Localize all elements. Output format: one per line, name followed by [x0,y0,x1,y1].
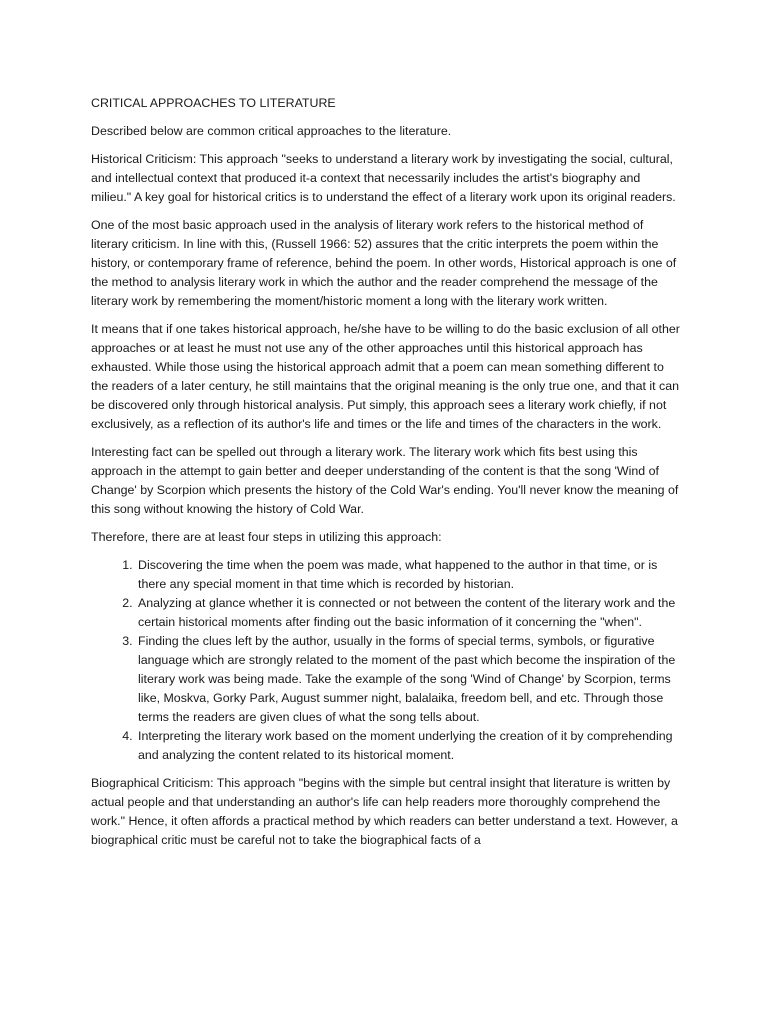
list-item: 1. Discovering the time when the poem was made, what happened to the author in that time, or is there any special moment in that time which is recorded by historian. [136,556,681,594]
biographical-criticism-definition: This approach "begins with the simple but central insight that literature is written by actual people and that understanding an author's life can help readers more thoroughly comprehend the work." Hence, it often affords a practical method by which readers can better understand a text. However, a biographical critic must be careful not to take the biographical facts of a [91,776,678,847]
document-page [91,94,681,859]
exclusion-paragraph: It means that if one takes historical approach, he/she have to be willing to do the basic exclusion of all other approaches or at least he must not use any of the other approaches until this historical approach has exhausted. While those using the historical approach admit that a poem can mean something different to the readers of a later century, he still maintains that the original meaning is the only true one, and that it can be discovered only through historical analysis. Put simply, this approach sees a literary work chiefly, if not exclusively, as a reflection of its author's life and times or the life and times of the characters in the work. [91,322,680,431]
list-item: 3. Finding the clues left by the author, usually in the forms of special terms, symbols, or figurative language which are strongly related to the moment of the past which become the inspiration of the literary work was being made. Take the example of the song 'Wind of Change' by Scorpion, terms like, Moskva, Gorky Park, August summer night, balalaika, freedom bell, and etc. Through those terms the readers are given clues of what the song tells about. [136,632,681,727]
list-item: 4. Interpreting the literary work based on the moment underlying the creation of it by comprehending and analyzing the content related to its historical moment. [136,727,681,765]
historical-criticism-paragraph [91,150,681,207]
biographical-criticism-term: Biographical Criticism: [91,776,214,790]
basic-approach-paragraph: One of the most basic approach used in the analysis of literary work refers to the historical method of literary criticism. In line with this, (Russell 1966: 52) assures that the critic interprets the poem within the history, or contemporary frame of reference, behind the poem. In other words, Historical approach is one of the method to analysis literary work in which the author and the reader comprehend the message of the literary work by remembering the moment/historic moment a long with the literary work written. [91,218,677,308]
intro-paragraph: Described below are common critical approaches to the literature. [91,124,452,138]
interesting-fact-paragraph: Interesting fact can be spelled out through a literary work. The literary work which fits best using this approach in the attempt to gain better and deeper understanding of the content is that the song 'Wind of Change' by Scorpion which presents the history of the Cold War's ending. You'll never know the meaning of this song without knowing the history of Cold War. [91,445,679,516]
steps-intro-paragraph: Therefore, there are at least four steps in utilizing this approach: [91,530,442,544]
document-title: CRITICAL APPROACHES TO LITERATURE [91,96,336,110]
steps-list [91,556,681,765]
list-item: 2. Analyzing at glance whether it is connected or not between the content of the literary work and the certain historical moments after finding out the basic information of it concerning the "when". [136,594,681,632]
historical-criticism-term: Historical Criticism: [91,152,197,166]
historical-criticism-definition: This approach "seeks to understand a literary work by investigating the social, cultural, and intellectual context that produced it-a context that necessarily includes the artist's biography and milieu." A key goal for historical critics is to understand the effect of a literary work upon its original readers. [91,152,676,204]
biographical-criticism-paragraph [91,774,681,850]
